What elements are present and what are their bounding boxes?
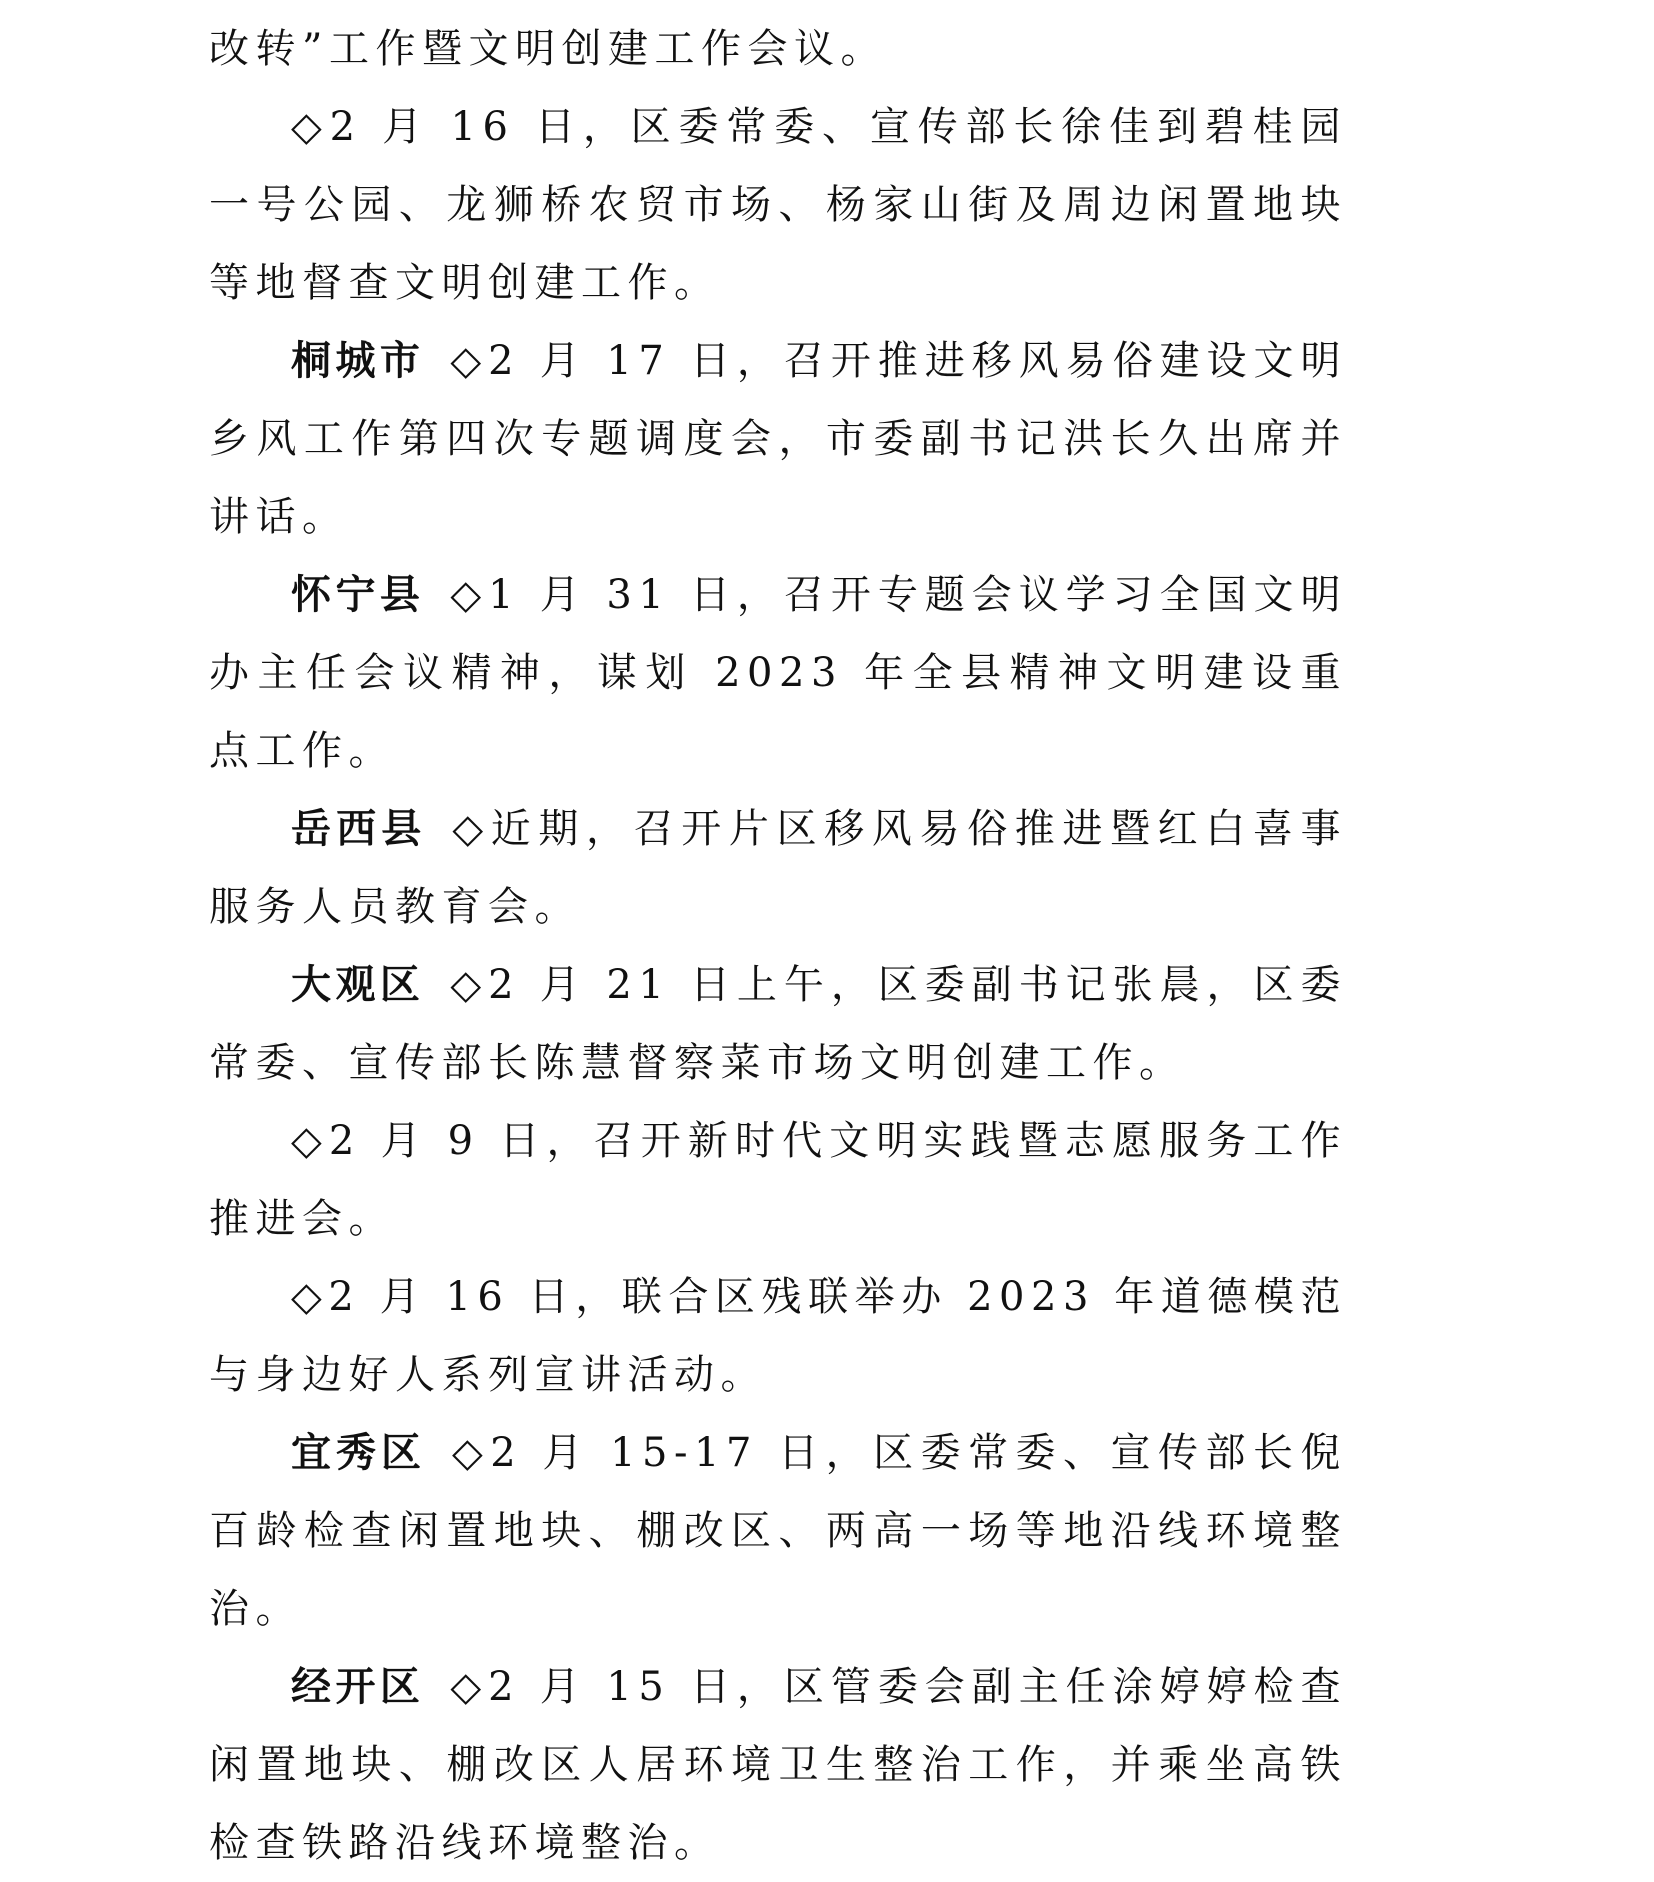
- paragraph-5: [209, 946, 1347, 1102]
- region-label: 怀宁县: [291, 572, 425, 618]
- paragraph-text: ◇近期，召开片区移风易俗推进暨红白喜事服务人员教育会。: [209, 806, 1347, 930]
- paragraph-0: [209, 10, 1347, 88]
- paragraph-9: [209, 1648, 1347, 1882]
- paragraph-3: [209, 556, 1347, 790]
- paragraph-text: ◇2 月 21 日上午，区委副书记张晨，区委常委、宣传部长陈慧督察菜市场文明创建工作。: [209, 962, 1347, 1086]
- paragraph-2: [209, 322, 1347, 556]
- paragraph-text: ◇1 月 31 日，召开专题会议学习全国文明办主任会议精神，谋划 2023 年全县精神文明建设重点工作。: [209, 572, 1347, 774]
- region-label: 宜秀区: [291, 1430, 426, 1476]
- paragraph-text: ◇2 月 9 日，召开新时代文明实践暨志愿服务工作推进会。: [209, 1118, 1347, 1242]
- paragraph-text: ◇2 月 15 日，区管委会副主任涂婷婷检查闲置地块、棚改区人居环境卫生整治工作，并乘坐高铁检查铁路沿线环境整治。: [209, 1664, 1347, 1866]
- paragraph-4: [209, 790, 1347, 946]
- paragraph-8: [209, 1414, 1347, 1648]
- paragraph-text: ◇2 月 16 日，区委常委、宣传部长徐佳到碧桂园一号公园、龙狮桥农贸市场、杨家山街及周边闲置地块等地督查文明创建工作。: [209, 104, 1347, 306]
- region-label: 大观区: [291, 962, 425, 1008]
- paragraph-7: [209, 1258, 1347, 1414]
- paragraph-1: [209, 88, 1347, 322]
- region-label: 经开区: [291, 1664, 425, 1710]
- paragraph-text: ◇2 月 15-17 日，区委常委、宣传部长倪百龄检查闲置地块、棚改区、两高一场等地沿线环境整治。: [209, 1430, 1348, 1632]
- paragraph-text: 改转”工作暨文明创建工作会议。: [209, 26, 887, 72]
- document-page: [209, 10, 1347, 1882]
- paragraph-text: ◇2 月 17 日，召开推进移风易俗建设文明乡风工作第四次专题调度会，市委副书记洪长久出席并讲话。: [209, 338, 1347, 540]
- region-label: 桐城市: [291, 338, 425, 384]
- paragraph-text: ◇2 月 16 日，联合区残联举办 2023 年道德模范与身边好人系列宣讲活动。: [209, 1274, 1347, 1398]
- region-label: 岳西县: [291, 806, 427, 852]
- paragraph-6: [209, 1102, 1347, 1258]
